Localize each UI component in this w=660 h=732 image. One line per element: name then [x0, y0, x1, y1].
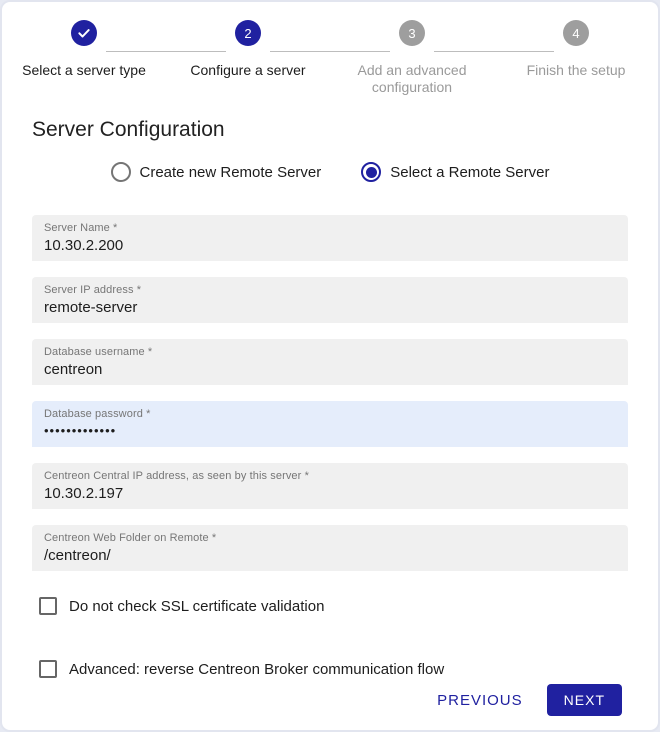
form-fields — [32, 215, 628, 571]
page-title: Server Configuration — [32, 118, 225, 141]
wizard-actions — [435, 684, 622, 716]
web-folder-field[interactable] — [32, 525, 628, 571]
server-ip-input[interactable] — [44, 299, 616, 316]
server-ip-label: Server IP address * — [44, 284, 142, 296]
step-select-server-type — [2, 20, 166, 96]
central-ip-field[interactable] — [32, 463, 628, 509]
step-connector — [106, 51, 226, 52]
radio-select-label: Select a Remote Server — [390, 163, 550, 181]
database-username-label: Database username * — [44, 346, 153, 358]
ssl-validation-checkbox-row[interactable] — [39, 597, 658, 615]
step-advanced-configuration — [330, 20, 494, 96]
step-2-label: Configure a server — [190, 62, 306, 78]
web-folder-label: Centreon Web Folder on Remote * — [44, 532, 217, 544]
checkbox-unchecked-icon[interactable] — [39, 597, 57, 615]
step-4-label: Finish the setup — [526, 62, 626, 78]
checkbox-unchecked-icon[interactable] — [39, 660, 57, 678]
server-name-label: Server Name * — [44, 222, 118, 234]
step-3-label: Add an advanced configuration — [357, 62, 467, 95]
server-name-input[interactable] — [44, 237, 616, 254]
database-username-input[interactable] — [44, 361, 616, 378]
radio-create-label: Create new Remote Server — [139, 163, 322, 181]
step-2-circle: 2 — [235, 20, 261, 46]
server-name-field[interactable] — [32, 215, 628, 261]
radio-selected-icon — [361, 162, 381, 182]
server-mode-radio-group — [2, 162, 658, 182]
ssl-validation-label: Do not check SSL certificate validation — [69, 597, 325, 615]
server-ip-field[interactable] — [32, 277, 628, 323]
step-1-circle — [71, 20, 97, 46]
step-connector — [270, 51, 390, 52]
database-username-field[interactable] — [32, 339, 628, 385]
step-3-circle: 3 — [399, 20, 425, 46]
step-4-circle: 4 — [563, 20, 589, 46]
database-password-input[interactable] — [44, 423, 616, 438]
central-ip-input[interactable] — [44, 485, 616, 502]
previous-button[interactable]: PREVIOUS — [435, 686, 525, 715]
database-password-label: Database password * — [44, 408, 151, 420]
reverse-broker-checkbox-row[interactable] — [39, 660, 658, 678]
reverse-broker-label: Advanced: reverse Centreon Broker communication flow — [69, 660, 445, 678]
step-finish-setup — [494, 20, 658, 96]
database-password-field[interactable] — [32, 401, 628, 447]
radio-select-remote-server[interactable] — [361, 162, 549, 182]
radio-create-new-remote-server[interactable] — [111, 162, 322, 182]
radio-unselected-icon — [111, 162, 131, 182]
check-icon — [77, 26, 91, 40]
step-1-label: Select a server type — [22, 62, 146, 78]
step-configure-server — [166, 20, 330, 96]
next-button[interactable]: NEXT — [547, 684, 622, 716]
central-ip-label: Centreon Central IP address, as seen by this server * — [44, 470, 309, 482]
web-folder-input[interactable] — [44, 547, 616, 564]
wizard-stepper — [2, 2, 658, 96]
step-connector — [434, 51, 554, 52]
